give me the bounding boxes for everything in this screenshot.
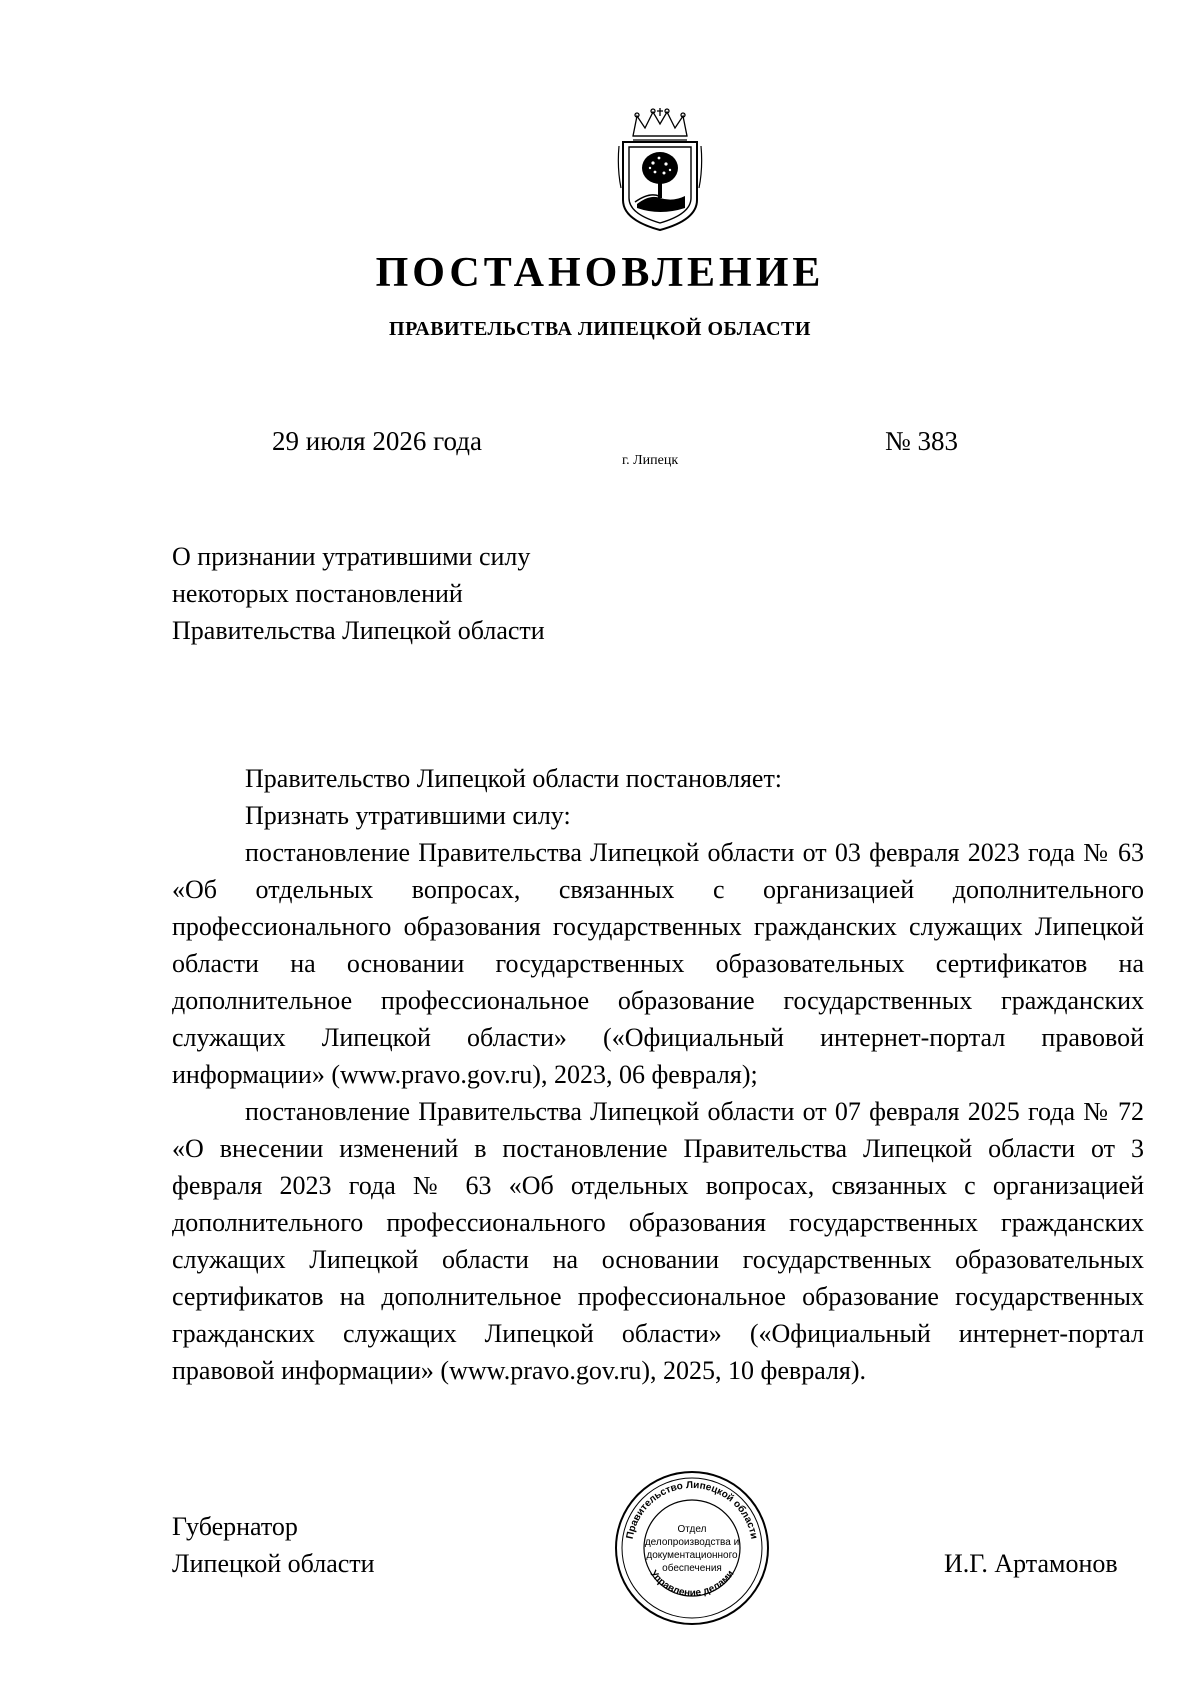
document-body xyxy=(172,760,1144,1389)
subject-line: О признании утратившими силу xyxy=(172,542,531,571)
document-number: № 383 xyxy=(885,426,959,456)
body-intro-paragraph: Правительство Липецкой области постановляет: xyxy=(245,764,783,793)
stamp-outer-text: Правительство Липецкой области xyxy=(624,1479,760,1541)
stamp-inner-line: Отдел xyxy=(677,1524,707,1535)
stamp-inner-line: обеспечения xyxy=(662,1563,722,1574)
signer-position-line: Липецкой области xyxy=(172,1549,375,1578)
subject-line: Правительства Липецкой области xyxy=(172,616,545,645)
subject-line: некоторых постановлений xyxy=(172,579,463,608)
issuing-authority: ПРАВИТЕЛЬСТВА ЛИПЕЦКОЙ ОБЛАСТИ xyxy=(389,318,811,340)
signer-name: И.Г. Артамонов xyxy=(944,1549,1118,1578)
stamp-inner-line: документационного xyxy=(646,1550,738,1561)
body-decision-paragraph: Признать утратившими силу: xyxy=(245,801,571,830)
document-city: г. Липецк xyxy=(622,453,679,468)
stamp-bottom-text: Управление делами xyxy=(647,1568,737,1600)
repealed-act-item: постановление Правительства Липецкой области от 07 февраля 2025 года № 72 «О внесении изменений в постановление Правительства Липецкой области от 3 февраля 2023 года № 63 «Об отдельных вопросах, связанных с организацией дополнительного профессионального образования государственных гражданских служащих Липецкой области на основании государственных образовательных сертификатов на дополнительное профессиональное образование государственных гражданских служащих Липецкой области» («Официальный интернет-портал правовой информации» (www.pravo.gov.ru), 2025, 10 февраля). xyxy=(172,1097,1144,1385)
coat-of-arms-icon xyxy=(615,108,705,233)
official-stamp xyxy=(612,1468,772,1628)
document-type-title: ПОСТАНОВЛЕНИЕ xyxy=(375,250,825,296)
document-subject xyxy=(172,538,545,649)
signer-position-line: Губернатор xyxy=(172,1512,298,1541)
repealed-act-item: постановление Правительства Липецкой области от 03 февраля 2023 года № 63 «Об отдельных вопросах, связанных с организацией дополнительного профессионального образования государственных гражданских служащих Липецкой области на основании государственных образовательных сертификатов на дополнительное профессиональное образование государственных гражданских служащих Липецкой области» («Официальный интернет-портал правовой информации» (www.pravo.gov.ru), 2023, 06 февраля); xyxy=(172,838,1144,1089)
signer-position xyxy=(172,1508,375,1582)
document-date: 29 июля 2026 года xyxy=(272,426,482,456)
stamp-inner-line: делопроизводства и xyxy=(644,1537,740,1548)
